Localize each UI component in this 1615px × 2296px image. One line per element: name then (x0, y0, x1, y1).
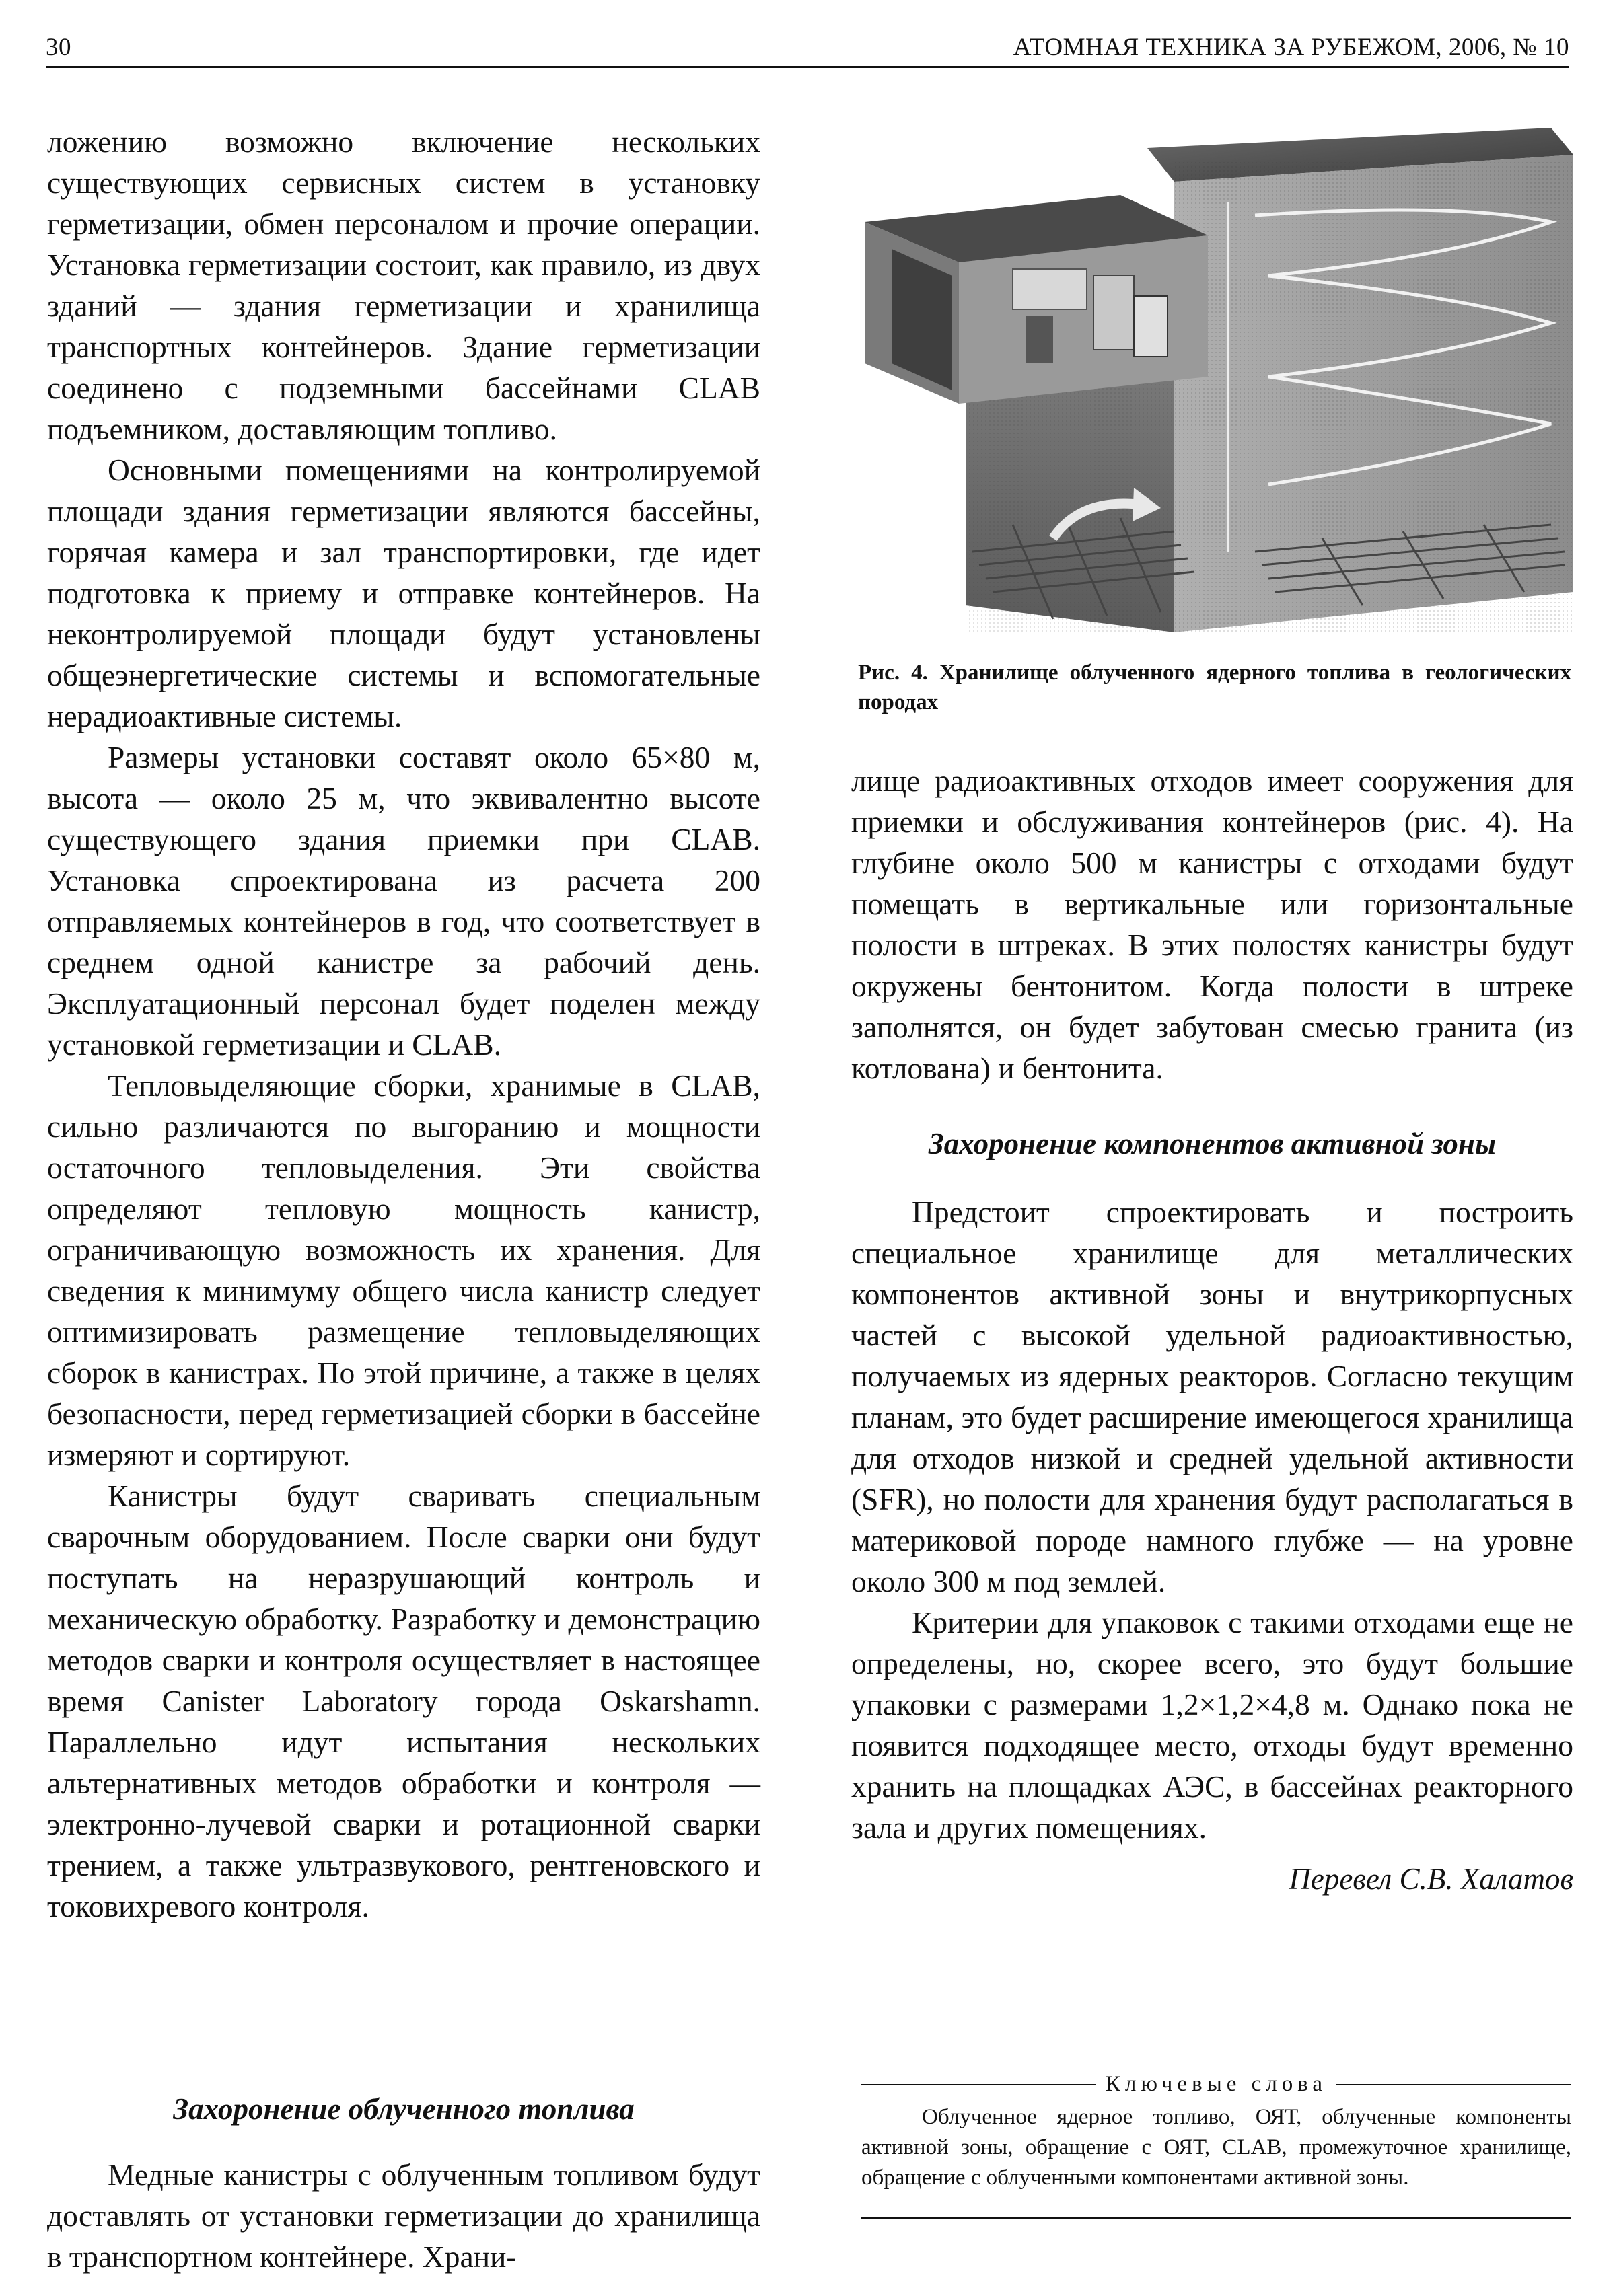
page-number: 30 (46, 34, 71, 61)
journal-title: АТОМНАЯ ТЕХНИКА ЗА РУБЕЖОМ, 2006, № 10 (1013, 34, 1569, 61)
divider (1336, 2084, 1571, 2085)
figure-repository-illustration (851, 121, 1573, 653)
surface-building-front (959, 235, 1208, 404)
translator-signature: Перевел С.В. Халатов (1289, 1862, 1573, 1896)
divider (861, 2084, 1096, 2085)
paragraph: Канистры будут сваривать специальным сварочным оборудованием. После сварки они будут поступать на неразрушающий контроль и механическую обработку. Разработку и демонстрацию методов сварки и контроля осуществляет в настоящее время Canister Laboratory города Oskarshamn. Параллельно идут испытания нескольких альтернативных методов обработки и контроля — электронно-лучевой сварки и ротационной сварки трением, а также ультразвукового, рентгеновского и токовихревого контроля. (47, 1479, 760, 1923)
section-heading-core-components: Захоронение компонентов активной зоны (928, 1127, 1497, 1160)
keywords-block (861, 2072, 1571, 2219)
left-column-bottom (47, 2154, 760, 2277)
paragraph: Размеры установки составят около 65×80 м, высота — около 25 м, что эквивалентно высоте существующего здания приемки при CLAB. Установка спроектирована из расчета 200 отправляемых контейнеров в год, что соответствует в среднем одной канистре за рабочий день. Эксплуатационный персонал будет поделен между установкой герметизации и CLAB. (47, 740, 760, 1062)
right-column (851, 760, 1573, 1900)
paragraph: Тепловыделяющие сборки, хранимые в CLAB, сильно различаются по выгоранию и мощности остаточного тепловыделения. Эти свойства определяют тепловую мощность канистр, ограничивающую возможность их хранения. Для сведения к минимуму общего числа канистр следует оптимизировать размещение тепловыделяющих сборок в канистрах. По этой причине, а также в целях безопасности, перед герметизацией сборки в бассейне измеряют и сортируют. (47, 1068, 760, 1472)
paragraph: лище радиоактивных отходов имеет сооружения для приемки и обслуживания контейнеров (рис. 4). На глубине около 500 м канистры с отходами будут помещать в вертикальные или горизонтальные полости в штреках. В этих полостях канистры будут окружены бентонитом. Когда полости в штреке заполнятся, он будет забутован смесью гранита (из котлована) и бентонита. (851, 764, 1573, 1085)
keywords-title-row (861, 2072, 1571, 2097)
repository-drawing (851, 121, 1573, 653)
paragraph: Основными помещениями на контролируемой площади здания герметизации являются бассейны, горячая камера и зал транспортировки, где идет подготовка к приему и отправке контейнеров. На неконтролируемой площади будут установлены общеэнергетические системы и вспомогательные нерадиоактивные системы. (47, 453, 760, 733)
paragraph: ложению возможно включение нескольких существующих сервисных систем в установку герметизации, обмен персоналом и прочие операции. Установка герметизации состоит, как правило, из двух зданий — здания герметизации и хранилища транспортных контейнеров. Здание герметизации соединено с подземными бассейнами CLAB подъемником, доставляющим топливо. (47, 124, 760, 446)
page-header (46, 15, 1569, 68)
keywords-text: Облученное ядерное топливо, ОЯТ, облученные компоненты активной зоны, обращение с ОЯТ, CLAB, промежуточное хранилище, обращение с облученными компонентами активной зоны. (861, 2105, 1571, 2190)
section-heading-spent-fuel: Захоронение облученного топлива (173, 2092, 635, 2126)
figure-caption: Рис. 4. Хранилище облученного ядерного топлива в геологических породах (858, 661, 1571, 714)
paragraph: Медные канистры с облученным топливом будут доставлять от установки герметизации до хранилища в транспортном контейнере. Храни- (47, 2157, 760, 2274)
paragraph: Предстоит спроектировать и построить специальное хранилище для металлических компонентов активной зоны и внутрикорпусных частей с высокой удельной радиоактивностью, получаемых из ядерных реакторов. Согласно текущим планам, это будет расширение имеющегося хранилища для отходов низкой и средней удельной активности (SFR), но полости для хранения будут располагаться в материковой породе намного глубже — на уровне около 300 м под землей. (851, 1195, 1573, 1598)
keywords-title: Ключевые слова (1105, 2072, 1328, 2096)
left-column (47, 121, 760, 1927)
divider (861, 2217, 1571, 2219)
paragraph: Критерии для упаковок с такими отходами еще не определены, но, скорее всего, это будут большие упаковки с размерами 1,2×1,2×4,8 м. Однако пока не появится подходящее место, отходы будут временно хранить на площадках АЭС, в бассейнах реакторного зала и других помещениях. (851, 1605, 1573, 1845)
